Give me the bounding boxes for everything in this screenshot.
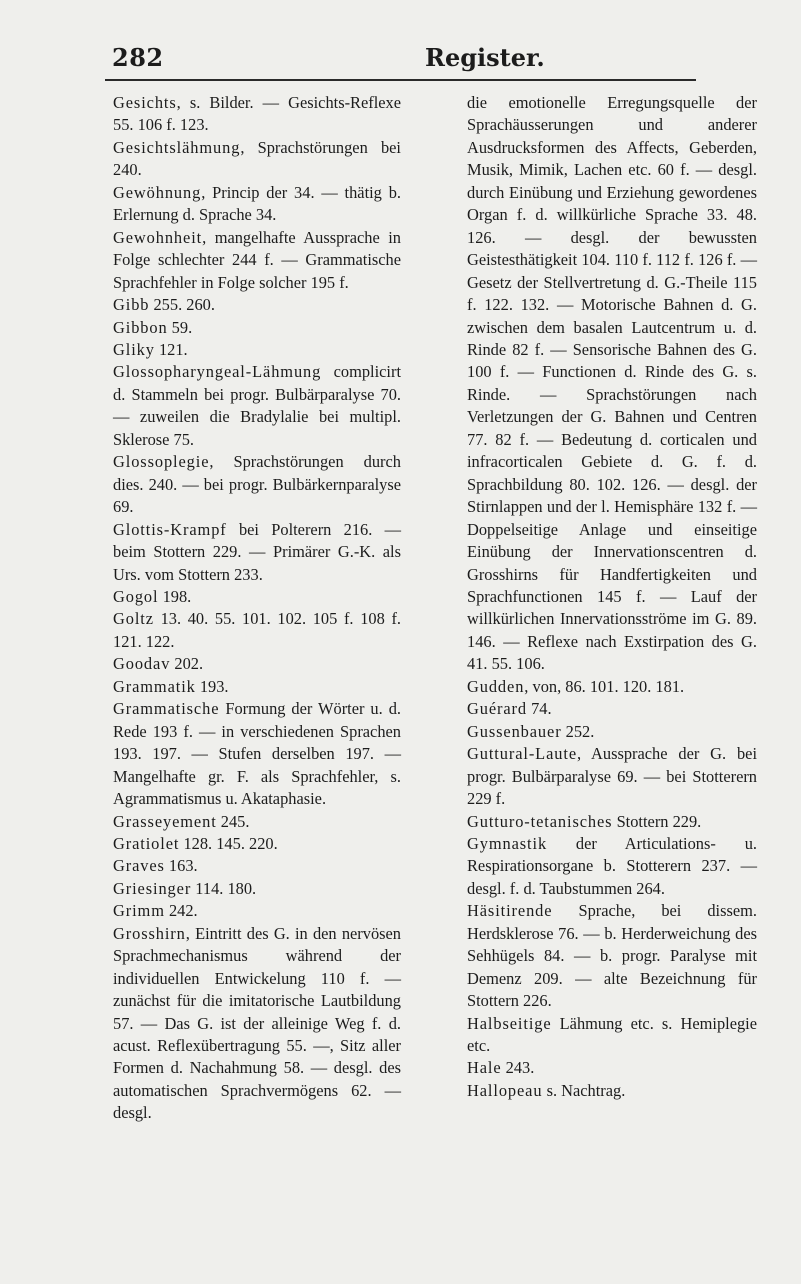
index-references: Lähmung etc. s. Hemiplegie etc. [467,1013,757,1056]
index-entry [467,1080,757,1102]
index-entry [467,721,757,743]
index-entry [467,1057,757,1079]
index-keyword: Gesichtslähmung [113,137,241,157]
header-rule [105,79,696,81]
index-column-right [467,92,757,1102]
index-entry [113,878,401,900]
index-keyword: Gussenbauer [467,721,562,741]
index-entry [113,361,401,451]
index-keyword: Guérard [467,699,527,719]
index-entry [113,182,401,227]
index-keyword: Gliky [113,339,155,359]
index-keyword: Grasseyement [113,811,217,831]
index-keyword: Graves [113,856,165,876]
index-references: Sprache, bei dissem. Herdsklerose 76. — b. Herderweichung des Sehhügels 84. — b. progr. Paralyse mit Demenz 209. — alte Bezeichnung für Stottern 226. [467,901,757,1011]
index-references: , Sprachstörungen bei 240. [113,137,401,180]
index-keyword: Gogol [113,586,159,606]
index-references: bei Polterern 216. — beim Stottern 229. — Primärer G.-K. als Urs. vom Stottern 233. [113,519,401,584]
index-entry [467,743,757,810]
index-references: 59. [167,317,193,337]
index-references: 74. [527,699,552,719]
index-entry [113,653,401,675]
index-keyword: Grimm [113,901,165,921]
index-keyword: Hallopeau [467,1080,543,1100]
index-keyword: Grammatik [113,676,196,696]
index-entry [113,227,401,294]
index-references: 13. 40. 55. 101. 102. 105 f. 108 f. 121. 122. [113,609,401,651]
index-references: s. Nachtrag. [542,1080,626,1100]
index-entry [113,676,401,698]
index-references: 114. 180. [191,878,257,898]
index-references: 255. 260. [149,295,215,315]
index-entry [467,698,757,720]
index-references: , von, 86. 101. 120. 181. [524,676,685,696]
index-references: 198. [158,586,192,606]
index-keyword: Gratiolet [113,833,180,853]
index-keyword: Gutturo-tetanisches [467,811,613,831]
index-entry [113,833,401,855]
index-keyword: Glossopharyngeal-Lähmung [113,362,322,382]
index-entry [113,608,401,653]
index-entry [113,137,401,182]
index-entry [113,294,401,316]
index-references: 163. [164,856,198,876]
index-keyword: Grammatische [113,699,220,719]
index-entry [113,811,401,833]
page-heading: Register. [425,43,545,72]
page-header [0,0,801,80]
index-entry [113,451,401,518]
index-keyword: Häsitirende [467,901,553,921]
index-column-left [113,92,401,1125]
index-references: , Eintritt des G. in den nervösen Sprachmechanismus während der individuellen Entwickelung 110 f. — zunächst für die imitatorische Lautbildung 57. — Das G. ist der alleinige Weg f. d. acust. Reflexübertragung 55. —, Sitz aller Formen d. Nachahmung 58. — desgl. des automatischen Sprachvermögens 62. — desgl. [113,923,401,1123]
index-entry [113,92,401,137]
index-keyword: Griesinger [113,878,192,898]
index-references: complicirt d. Stammeln bei progr. Bulbärparalyse 70. — zuweilen die Bradylalie bei multipl. Sklerose 75. [113,362,401,449]
index-references: die emotionelle Erregungsquelle der Sprachäusserungen und anderer Ausdrucksformen des Affects, Geberden, Musik, Mimik, Lachen etc. 60 f. — desgl. durch Einübung und Erziehung gewordenes Organ f. d. willkürliche Sprache 33. 48. 126. — desgl. der bewussten Geistesthätigkeit 104. 110 f. 112 f. 126 f. — Gesetz der Stellvertretung d. G.-Theile 115 f. 122. 132. — Motorische Bahnen d. G. zwischen dem basalen Lautcentrum u. d. Rinde 82 f. — Sensorische Bahnen des G. 100 f. — Functionen d. Rinde des G. s. Rinde. — Sprachstörungen nach Verletzungen der G. Bahnen und Centren 77. 82 f. — Bedeutung d. corticalen und infracorticalen Gebiete d. G. f. d. Sprachbildung 80. 102. 126. — desgl. der Stirnlappen und der l. Hemisphäre 132 f. — Doppelseitige Anlage und einseitige Einübung der Innervationscentren d. Grosshirns für Handfertigkeiten und Sprachfunctionen 145 f. — Lauf der willkürlichen Innervationsströme im G. 89. 146. — Reflexe nach Exstirpation des G. 41. 55. 106. [467,93,757,674]
index-entry [113,519,401,586]
index-references: 202. [170,654,204,674]
index-entry [113,586,401,608]
index-references: , mangelhafte Aussprache in Folge schlechter 244 f. — Grammatische Sprachfehler in Folge solcher 195 f. [113,227,401,292]
index-references: 242. [164,901,198,921]
index-entry [113,339,401,361]
index-keyword: Gewöhnung [113,182,202,202]
index-references: 245. [216,811,250,831]
index-keyword: Gewohnheit [113,227,203,247]
index-entry [467,900,757,1012]
index-references: 121. [154,339,188,359]
index-entry [113,317,401,339]
index-entry [467,811,757,833]
index-entry [113,900,401,922]
index-keyword: Gesichts [113,93,177,112]
index-keyword: Gibbon [113,317,168,337]
index-keyword: Glossoplegie [113,452,210,472]
index-keyword: Glottis-Krampf [113,519,227,539]
index-keyword: Halbseitige [467,1013,552,1033]
index-keyword: Goodav [113,654,171,674]
index-entry [113,698,401,810]
index-keyword: Gudden [467,676,525,696]
index-keyword: Guttural-Laute [467,744,577,764]
index-references: , Princip der 34. — thätig b. Erlernung d. Sprache 34. [113,182,401,225]
index-references: , s. Bilder. — Gesichts-Reflexe 55. 106 f. 123. [113,93,401,135]
index-references: , Sprachstörungen durch dies. 240. — bei progr. Bulbärkernparalyse 69. [113,452,401,517]
index-entry [113,855,401,877]
index-entry [467,1013,757,1058]
index-references: Formung der Wörter u. d. Rede 193 f. — in verschiedenen Sprachen 193. 197. — Stufen derselben 197. — Mangelhafte gr. F. als Sprachfehler, s. Agrammatismus u. Akataphasie. [113,699,401,809]
index-references: der Articulations- u. Respirationsorgane b. Stotterern 237. — desgl. f. d. Taubstummen 264. [467,833,757,898]
index-references: Stottern 229. [612,811,702,831]
index-entry [467,833,757,900]
index-entry [467,92,757,676]
index-entry [113,923,401,1125]
index-keyword: Gibb [113,295,150,315]
page-number: 282 [112,43,164,72]
index-keyword: Hale [467,1058,502,1078]
index-references: 243. [501,1058,535,1078]
index-references: 128. 145. 220. [179,833,278,853]
index-keyword: Gymnastik [467,833,548,853]
index-entry [467,676,757,698]
index-keyword: Goltz [113,609,154,629]
index-references: 193. [195,676,229,696]
index-references: 252. [561,721,595,741]
index-references: , Aussprache der G. bei progr. Bulbärparalyse 69. — bei Stotterern 229 f. [467,744,757,809]
index-keyword: Grosshirn [113,923,186,943]
